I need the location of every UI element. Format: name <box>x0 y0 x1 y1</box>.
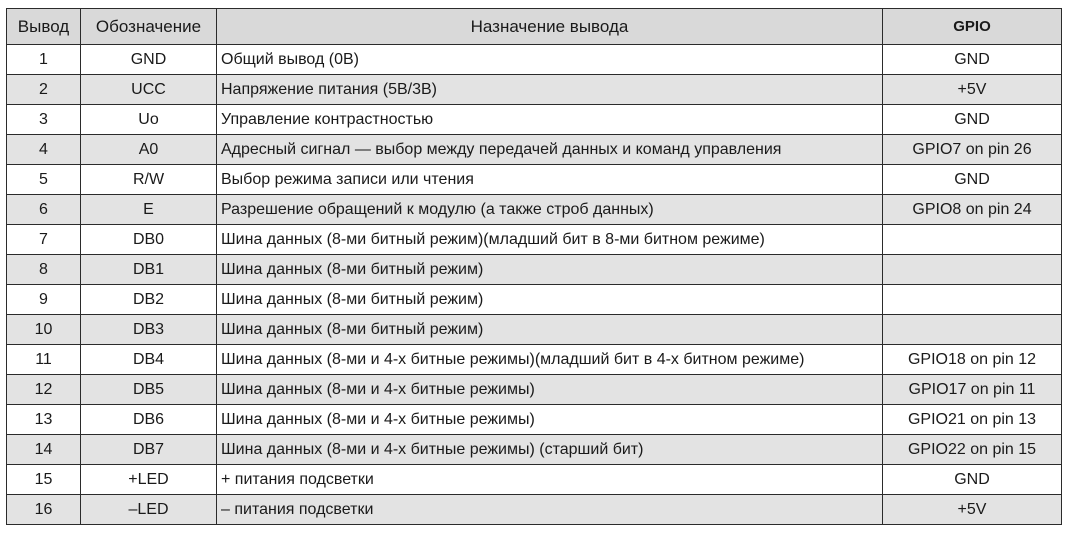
table-row <box>7 165 1062 195</box>
cell-purpose: Шина данных (8-ми и 4-х битные режимы)(младший бит в 4-х битном режиме) <box>217 345 883 375</box>
table-row <box>7 375 1062 405</box>
cell-pin: 7 <box>7 225 81 255</box>
cell-gpio: GPIO18 on pin 12 <box>883 345 1062 375</box>
cell-purpose: – питания подсветки <box>217 495 883 525</box>
cell-gpio: GPIO8 on pin 24 <box>883 195 1062 225</box>
header-gpio: GPIO <box>883 9 1062 45</box>
table-row <box>7 105 1062 135</box>
table-row <box>7 465 1062 495</box>
cell-purpose: Шина данных (8-ми битный режим) <box>217 285 883 315</box>
cell-gpio: GPIO7 on pin 26 <box>883 135 1062 165</box>
cell-purpose: Адресный сигнал — выбор между передачей данных и команд управления <box>217 135 883 165</box>
cell-gpio: +5V <box>883 495 1062 525</box>
cell-symbol: UCC <box>81 75 217 105</box>
table-row <box>7 135 1062 165</box>
table-row <box>7 225 1062 255</box>
table-row <box>7 405 1062 435</box>
cell-symbol: A0 <box>81 135 217 165</box>
cell-pin: 14 <box>7 435 81 465</box>
cell-gpio: GND <box>883 465 1062 495</box>
header-symbol: Обозначение <box>81 9 217 45</box>
table-row <box>7 345 1062 375</box>
cell-symbol: R/W <box>81 165 217 195</box>
cell-pin: 11 <box>7 345 81 375</box>
header-purpose: Назначение вывода <box>217 9 883 45</box>
cell-symbol: E <box>81 195 217 225</box>
cell-symbol: DB6 <box>81 405 217 435</box>
table-row <box>7 45 1062 75</box>
cell-purpose: Общий вывод (0В) <box>217 45 883 75</box>
cell-symbol: DB7 <box>81 435 217 465</box>
cell-gpio <box>883 315 1062 345</box>
cell-pin: 3 <box>7 105 81 135</box>
cell-purpose: Управление контрастностью <box>217 105 883 135</box>
table-body <box>7 45 1062 525</box>
cell-pin: 6 <box>7 195 81 225</box>
cell-pin: 4 <box>7 135 81 165</box>
cell-gpio: GND <box>883 105 1062 135</box>
cell-symbol: DB4 <box>81 345 217 375</box>
cell-purpose: Шина данных (8-ми и 4-х битные режимы) <box>217 405 883 435</box>
table-header-row <box>7 9 1062 45</box>
cell-pin: 15 <box>7 465 81 495</box>
cell-symbol: DB2 <box>81 285 217 315</box>
cell-purpose: Разрешение обращений к модулю (а также строб данных) <box>217 195 883 225</box>
table-row <box>7 195 1062 225</box>
cell-pin: 5 <box>7 165 81 195</box>
cell-symbol: +LED <box>81 465 217 495</box>
cell-pin: 1 <box>7 45 81 75</box>
cell-gpio: GND <box>883 45 1062 75</box>
table-row <box>7 315 1062 345</box>
cell-gpio <box>883 285 1062 315</box>
table-row <box>7 285 1062 315</box>
table-row <box>7 495 1062 525</box>
cell-symbol: DB0 <box>81 225 217 255</box>
cell-gpio: GPIO17 on pin 11 <box>883 375 1062 405</box>
cell-purpose: Шина данных (8-ми битный режим) <box>217 255 883 285</box>
cell-gpio: +5V <box>883 75 1062 105</box>
cell-symbol: DB3 <box>81 315 217 345</box>
cell-symbol: DB5 <box>81 375 217 405</box>
cell-gpio: GND <box>883 165 1062 195</box>
table-row <box>7 435 1062 465</box>
cell-pin: 13 <box>7 405 81 435</box>
cell-gpio <box>883 225 1062 255</box>
cell-symbol: Uo <box>81 105 217 135</box>
cell-purpose: Шина данных (8-ми и 4-х битные режимы) <box>217 375 883 405</box>
pinout-table <box>6 8 1062 525</box>
cell-gpio: GPIO22 on pin 15 <box>883 435 1062 465</box>
cell-purpose: Шина данных (8-ми и 4-х битные режимы) (старший бит) <box>217 435 883 465</box>
cell-pin: 2 <box>7 75 81 105</box>
cell-symbol: –LED <box>81 495 217 525</box>
cell-pin: 16 <box>7 495 81 525</box>
cell-pin: 9 <box>7 285 81 315</box>
cell-gpio: GPIO21 on pin 13 <box>883 405 1062 435</box>
cell-pin: 10 <box>7 315 81 345</box>
header-pin: Вывод <box>7 9 81 45</box>
cell-purpose: Напряжение питания (5В/3В) <box>217 75 883 105</box>
cell-gpio <box>883 255 1062 285</box>
cell-pin: 12 <box>7 375 81 405</box>
cell-purpose: Выбор режима записи или чтения <box>217 165 883 195</box>
table-row <box>7 255 1062 285</box>
cell-symbol: GND <box>81 45 217 75</box>
cell-purpose: Шина данных (8-ми битный режим)(младший бит в 8-ми битном режиме) <box>217 225 883 255</box>
table-row <box>7 75 1062 105</box>
cell-pin: 8 <box>7 255 81 285</box>
cell-purpose: Шина данных (8-ми битный режим) <box>217 315 883 345</box>
cell-purpose: + питания подсветки <box>217 465 883 495</box>
cell-symbol: DB1 <box>81 255 217 285</box>
